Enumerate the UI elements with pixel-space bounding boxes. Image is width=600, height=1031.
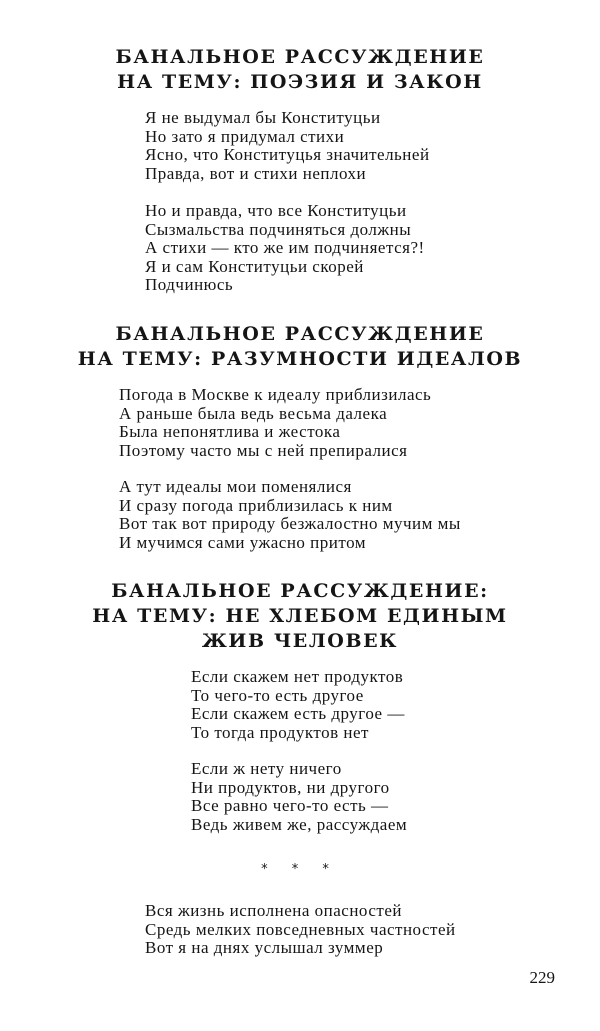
- asterism-ornament: * * *: [261, 862, 339, 877]
- verse-line: Все равно чего-то есть —: [191, 796, 389, 816]
- verse-line: Поэтому часто мы с ней препиралися: [119, 440, 408, 460]
- verse-line: А раньше была ведь весьма далека: [119, 403, 388, 423]
- verse-line: Вот так вот природу безжалостно мучим мы: [119, 514, 461, 534]
- verse-line: Средь мелких повседневных частностей: [145, 919, 456, 939]
- verse-line: Я не выдумал бы Конституцьи: [145, 108, 381, 127]
- verse-line: То чего-то есть другое: [191, 685, 364, 705]
- title-line: НА ТЕМУ: НЕ ХЛЕБОМ ЕДИНЫМ: [92, 605, 508, 627]
- poem-3-stanza-1: [191, 668, 405, 742]
- verse-line: Ясно, что Конституцья значительней: [145, 145, 430, 165]
- poem-2-title: [0, 322, 600, 372]
- verse-line: Была непонятлива и жестока: [119, 422, 341, 442]
- poem-1-stanza-2: [145, 202, 425, 295]
- poem-2-stanza-1: [119, 386, 431, 460]
- page-number: 229: [529, 968, 555, 987]
- verse-line: И сразу погода приблизилась к ним: [119, 495, 393, 515]
- title-line: ЖИВ ЧЕЛОВЕК: [201, 630, 399, 652]
- title-line: НА ТЕМУ: ПОЭЗИЯ И ЗАКОН: [117, 71, 483, 93]
- verse-line: А стихи — кто же им подчиняется?!: [145, 238, 425, 258]
- poem-1-stanza-1: [145, 109, 430, 183]
- title-line: БАНАЛЬНОЕ РАССУЖДЕНИЕ: [115, 323, 485, 345]
- poem-3-stanza-2: [191, 760, 407, 834]
- verse-line: Правда, вот и стихи неплохи: [145, 163, 367, 183]
- verse-line: Вот я на днях услышал зуммер: [145, 938, 384, 958]
- poem-3-title: [0, 579, 600, 654]
- verse-line: Если скажем нет продуктов: [191, 667, 404, 686]
- verse-line: Подчинюсь: [145, 275, 234, 295]
- poem-1-title: [0, 45, 600, 95]
- title-line: БАНАЛЬНОЕ РАССУЖДЕНИЕ: [115, 46, 485, 68]
- verse-line: Но и правда, что все Конституцьи: [145, 201, 407, 220]
- verse-line: Вся жизнь исполнена опасностей: [145, 901, 402, 920]
- poem-4-stanza-1: [145, 902, 456, 958]
- verse-line: Но зато я придумал стихи: [145, 126, 345, 146]
- verse-line: Погода в Москве к идеалу приблизилась: [119, 385, 432, 404]
- verse-line: Если ж нету ничего: [191, 759, 342, 778]
- title-line: БАНАЛЬНОЕ РАССУЖДЕНИЕ:: [111, 580, 489, 602]
- title-line: НА ТЕМУ: РАЗУМНОСТИ ИДЕАЛОВ: [77, 348, 523, 370]
- verse-line: Ведь живем же, рассуждаем: [191, 814, 408, 834]
- verse-line: А тут идеалы мои поменялися: [119, 477, 352, 496]
- verse-line: Я и сам Конституцьи скорей: [145, 256, 364, 276]
- verse-line: Ни продуктов, ни другого: [191, 777, 390, 797]
- verse-line: То тогда продуктов нет: [191, 722, 369, 742]
- verse-line: И мучимся сами ужасно притом: [119, 532, 367, 552]
- verse-line: Если скажем есть другое —: [191, 704, 405, 724]
- verse-line: Сызмальства подчиняться должны: [145, 219, 412, 239]
- poem-2-stanza-2: [119, 478, 461, 552]
